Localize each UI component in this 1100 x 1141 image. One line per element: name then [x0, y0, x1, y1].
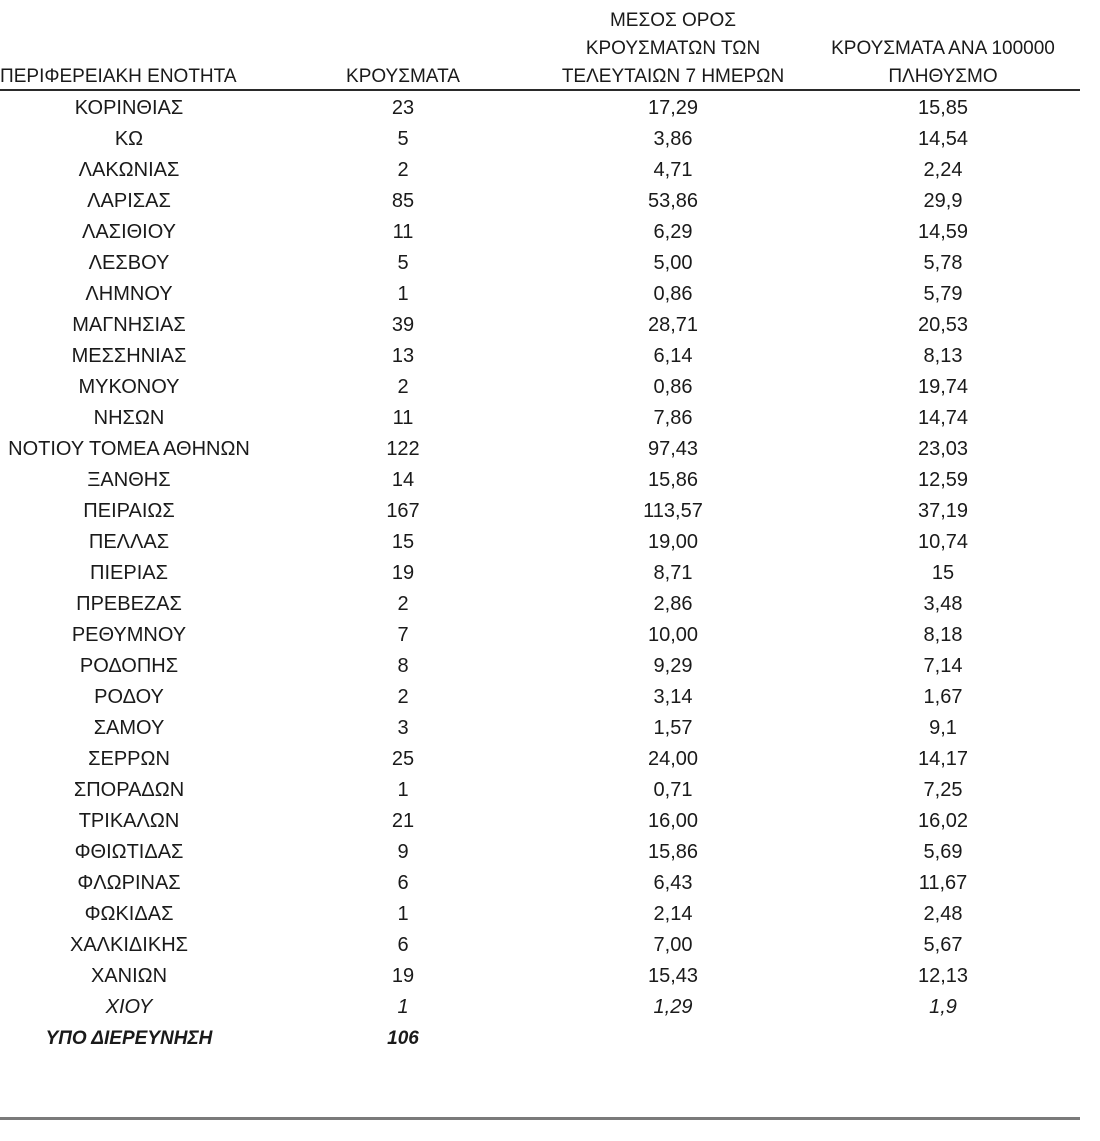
- cell-cases-per-100k: 2,24: [923, 159, 963, 181]
- cell-cases: 2: [397, 159, 409, 181]
- cell-region: ΣΑΜΟΥ: [93, 717, 165, 739]
- cell-avg-7-days: 9,29: [653, 655, 693, 677]
- table-row: [0, 682, 1100, 713]
- cell-cases-per-100k: 11,67: [918, 872, 968, 894]
- cell-avg-7-days: 7,00: [653, 934, 693, 956]
- cell-region: ΦΩΚΙΔΑΣ: [84, 903, 174, 925]
- cell-avg-7-days: 24,00: [647, 748, 699, 770]
- cell-avg-7-days: 7,86: [653, 407, 693, 429]
- cell-region: ΠΕΙΡΑΙΩΣ: [83, 500, 175, 522]
- cell-region: ΜΕΣΣΗΝΙΑΣ: [71, 345, 187, 367]
- cell-cases: 167: [386, 500, 420, 522]
- cell-cases: 8: [397, 655, 409, 677]
- cell-region: ΛΑΣΙΘΙΟΥ: [82, 221, 176, 243]
- table-body: [0, 93, 1100, 1054]
- cell-avg-7-days: 6,29: [653, 221, 693, 243]
- cell-avg-7-days: 2,86: [653, 593, 693, 615]
- cell-region: ΦΘΙΩΤΙΔΑΣ: [74, 841, 184, 863]
- cell-region: ΚΟΡΙΝΘΙΑΣ: [74, 97, 184, 119]
- cell-avg-7-days: 97,43: [647, 438, 699, 460]
- table-row: [0, 899, 1100, 930]
- header-cases: ΚΡΟΥΣΜΑΤΑ: [346, 66, 460, 87]
- table-row: [0, 1023, 1100, 1054]
- cell-region: ΡΕΘΥΜΝΟΥ: [71, 624, 187, 646]
- cell-cases: 9: [397, 841, 409, 863]
- table-row: [0, 217, 1100, 248]
- cell-cases-per-100k: 5,79: [923, 283, 963, 305]
- cell-cases: 1: [397, 903, 409, 925]
- cell-region: ΧΑΛΚΙΔΙΚΗΣ: [70, 934, 188, 956]
- header-avg-line-2: ΚΡΟΥΣΜΑΤΩΝ ΤΩΝ: [585, 38, 761, 59]
- cell-cases: 21: [391, 810, 415, 832]
- cell-avg-7-days: 3,14: [653, 686, 693, 708]
- cell-cases: 19: [391, 562, 415, 584]
- cell-region: ΚΩ: [114, 128, 144, 150]
- cell-cases: 2: [397, 376, 409, 398]
- cell-cases-per-100k: 1,67: [923, 686, 963, 708]
- cell-region: ΡΟΔΟΠΗΣ: [79, 655, 179, 677]
- cell-cases: 11: [392, 221, 414, 243]
- cell-cases-per-100k: 10,74: [917, 531, 969, 553]
- cell-cases-per-100k: 3,48: [923, 593, 963, 615]
- cell-region: ΠΡΕΒΕΖΑΣ: [76, 593, 182, 615]
- cell-cases-per-100k: 14,17: [917, 748, 969, 770]
- header-avg-line-1: ΜΕΣΟΣ ΟΡΟΣ: [609, 10, 737, 31]
- cell-cases-per-100k: 7,25: [923, 779, 963, 801]
- cell-cases-per-100k: 5,67: [923, 934, 963, 956]
- table-row: [0, 310, 1100, 341]
- cell-cases-per-100k: 14,54: [917, 128, 969, 150]
- table-row: [0, 837, 1100, 868]
- cell-cases: 85: [391, 190, 415, 212]
- cell-avg-7-days: 4,71: [653, 159, 693, 181]
- header-divider: [0, 89, 1080, 91]
- cell-region: ΞΑΝΘΗΣ: [87, 469, 171, 491]
- cell-region: ΠΙΕΡΙΑΣ: [90, 562, 168, 584]
- cell-cases-per-100k: [845, 1023, 1041, 1054]
- header-avg-7-days: [548, 7, 798, 91]
- table-row: [0, 186, 1100, 217]
- cell-cases: 1: [397, 283, 409, 305]
- cell-cases: 5: [397, 252, 409, 274]
- table-row: [0, 868, 1100, 899]
- table-row: [0, 403, 1100, 434]
- table-row: [0, 775, 1100, 806]
- cell-region: ΝΗΣΩΝ: [93, 407, 165, 429]
- cell-region: ΝΟΤΙΟΥ ΤΟΜΕΑ ΑΘΗΝΩΝ: [8, 438, 250, 460]
- cell-cases-per-100k: 15,85: [917, 97, 969, 119]
- cell-cases: 106: [387, 1028, 419, 1049]
- cell-avg-7-days: 15,86: [647, 469, 699, 491]
- table-row: [0, 713, 1100, 744]
- cell-cases: 2: [397, 686, 409, 708]
- table-row: [0, 589, 1100, 620]
- cell-cases-per-100k: 5,78: [923, 252, 963, 274]
- footer-divider: [0, 1117, 1080, 1120]
- cell-region: ΛΗΜΝΟΥ: [85, 283, 173, 305]
- cell-avg-7-days: 17,29: [647, 97, 699, 119]
- cell-avg-7-days: 5,00: [653, 252, 693, 274]
- table-row: [0, 124, 1100, 155]
- header-per-line-2: ΠΛΗΘΥΣΜΟ: [888, 66, 998, 87]
- table-row: [0, 930, 1100, 961]
- cell-avg-7-days: 19,00: [647, 531, 699, 553]
- table-row: [0, 341, 1100, 372]
- cell-cases-per-100k: 15: [931, 562, 955, 584]
- cell-avg-7-days: 0,71: [653, 779, 693, 801]
- cell-cases-per-100k: 20,53: [917, 314, 969, 336]
- cell-avg-7-days: 1,29: [653, 996, 693, 1018]
- cell-cases: 25: [391, 748, 415, 770]
- cell-cases-per-100k: 14,59: [917, 221, 969, 243]
- cell-region: ΦΛΩΡΙΝΑΣ: [77, 872, 181, 894]
- cell-avg-7-days: [575, 1023, 771, 1054]
- cell-cases: 2: [397, 593, 409, 615]
- cell-cases: 15: [391, 531, 415, 553]
- cell-cases: 7: [397, 624, 409, 646]
- cell-cases-per-100k: 7,14: [923, 655, 963, 677]
- header-region: ΠΕΡΙΦΕΡΕΙΑΚΗ ΕΝΟΤΗΤΑ: [0, 66, 237, 87]
- cell-region: ΣΕΡΡΩΝ: [88, 748, 170, 770]
- cell-cases: 122: [386, 438, 420, 460]
- cell-region: ΜΑΓΝΗΣΙΑΣ: [72, 314, 186, 336]
- cell-cases: 39: [391, 314, 415, 336]
- cell-cases-per-100k: 1,9: [929, 996, 957, 1018]
- cell-avg-7-days: 1,57: [653, 717, 693, 739]
- table-row: [0, 279, 1100, 310]
- header-per-line-1: ΚΡΟΥΣΜΑΤΑ ΑΝΑ 100000: [831, 38, 1055, 59]
- cell-cases: 6: [397, 934, 409, 956]
- cell-avg-7-days: 6,14: [653, 345, 693, 367]
- cell-cases-per-100k: 14,74: [917, 407, 969, 429]
- cell-avg-7-days: 3,86: [653, 128, 693, 150]
- cell-cases: 13: [391, 345, 415, 367]
- header-avg-line-3: ΤΕΛΕΥΤΑΙΩΝ 7 ΗΜΕΡΩΝ: [561, 66, 785, 87]
- table-row: [0, 620, 1100, 651]
- cell-cases-per-100k: 8,18: [923, 624, 963, 646]
- cell-region: ΛΑΡΙΣΑΣ: [87, 190, 171, 212]
- cell-avg-7-days: 53,86: [647, 190, 699, 212]
- cell-region: ΧΑΝΙΩΝ: [90, 965, 168, 987]
- cell-cases-per-100k: 12,59: [917, 469, 969, 491]
- table-row: [0, 806, 1100, 837]
- cell-region: ΠΕΛΛΑΣ: [88, 531, 170, 553]
- cell-avg-7-days: 2,14: [653, 903, 693, 925]
- table-row: [0, 527, 1100, 558]
- cell-avg-7-days: 6,43: [653, 872, 693, 894]
- cell-avg-7-days: 8,71: [653, 562, 693, 584]
- cell-cases-per-100k: 23,03: [917, 438, 969, 460]
- table-row: [0, 496, 1100, 527]
- cell-cases-per-100k: 12,13: [917, 965, 969, 987]
- table-row: [0, 465, 1100, 496]
- cell-region: ΥΠΟ ΔΙΕΡΕΥΝΗΣΗ: [45, 1028, 213, 1049]
- table-row: [0, 744, 1100, 775]
- cell-region: ΜΥΚΟΝΟΥ: [78, 376, 180, 398]
- cell-avg-7-days: 0,86: [653, 376, 693, 398]
- table-row: [0, 961, 1100, 992]
- cell-cases-per-100k: 29,9: [923, 190, 963, 212]
- cell-cases-per-100k: 19,74: [917, 376, 969, 398]
- cell-cases: 5: [397, 128, 409, 150]
- cell-cases-per-100k: 16,02: [917, 810, 969, 832]
- table-row: [0, 372, 1100, 403]
- table-row: [0, 651, 1100, 682]
- table-row: [0, 248, 1100, 279]
- cell-region: ΣΠΟΡΑΔΩΝ: [73, 779, 185, 801]
- cell-cases-per-100k: 2,48: [923, 903, 963, 925]
- cell-cases-per-100k: 9,1: [929, 717, 957, 739]
- cell-cases-per-100k: 37,19: [917, 500, 969, 522]
- cell-avg-7-days: 10,00: [647, 624, 699, 646]
- cell-cases: 14: [391, 469, 415, 491]
- cell-avg-7-days: 15,86: [647, 841, 699, 863]
- cell-region: ΤΡΙΚΑΛΩΝ: [78, 810, 180, 832]
- header-cases-per-100k: [800, 35, 1086, 91]
- cell-region: ΧΙΟΥ: [105, 996, 153, 1018]
- cell-cases: 11: [392, 407, 414, 429]
- table-row: [0, 558, 1100, 589]
- cell-cases: 1: [397, 996, 409, 1018]
- cell-cases: 19: [391, 965, 415, 987]
- table-row: [0, 434, 1100, 465]
- cell-avg-7-days: 28,71: [647, 314, 699, 336]
- cell-avg-7-days: 15,43: [647, 965, 699, 987]
- cell-cases: 3: [397, 717, 409, 739]
- cell-region: ΛΑΚΩΝΙΑΣ: [78, 159, 180, 181]
- cell-cases-per-100k: 8,13: [923, 345, 963, 367]
- table-row: [0, 155, 1100, 186]
- cell-region: ΛΕΣΒΟΥ: [88, 252, 170, 274]
- cell-cases: 23: [391, 97, 415, 119]
- cell-avg-7-days: 113,57: [643, 500, 703, 522]
- cell-cases: 6: [397, 872, 409, 894]
- cell-cases-per-100k: 5,69: [923, 841, 963, 863]
- cell-avg-7-days: 16,00: [647, 810, 699, 832]
- table-row: [0, 93, 1100, 124]
- table-row: [0, 992, 1100, 1023]
- cell-cases: 1: [397, 779, 409, 801]
- cell-region: ΡΟΔΟΥ: [94, 686, 164, 708]
- cell-avg-7-days: 0,86: [653, 283, 693, 305]
